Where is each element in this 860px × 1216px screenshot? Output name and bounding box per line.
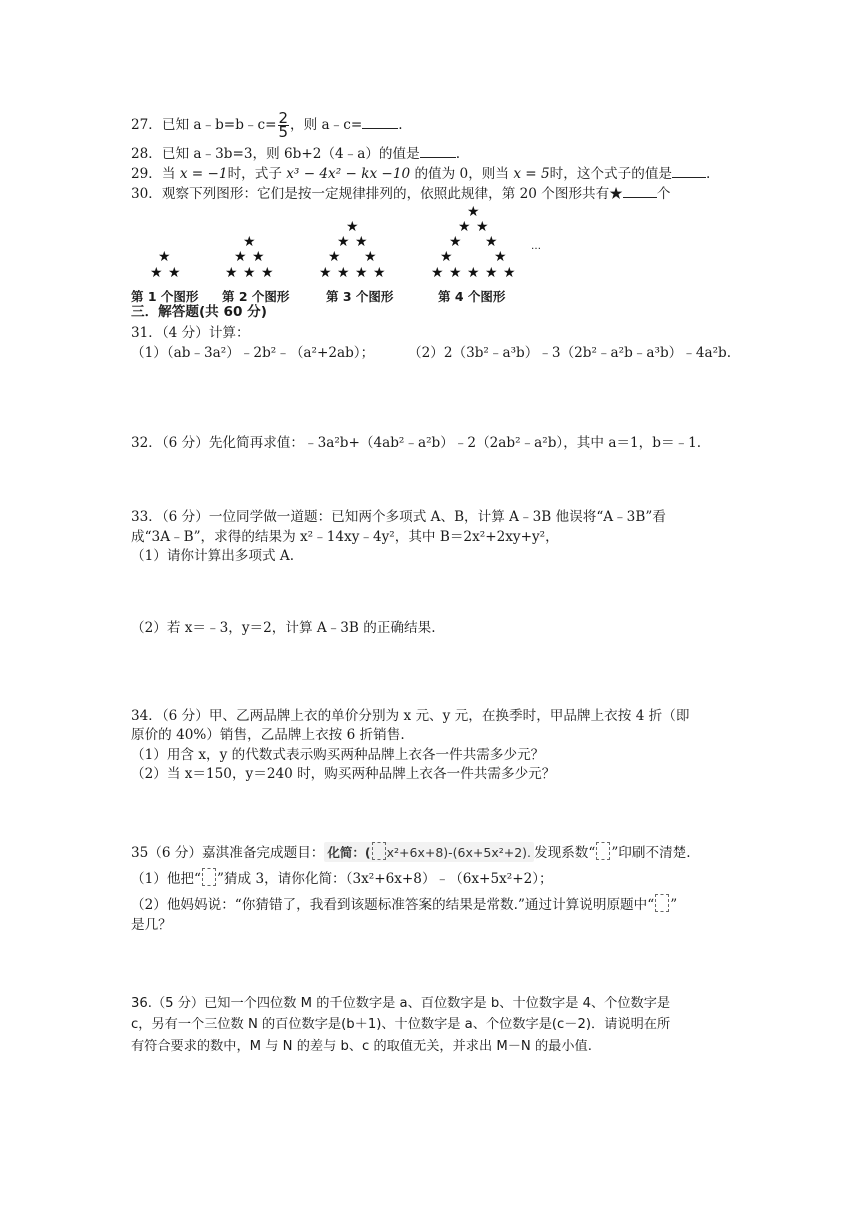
section-heading: 三．解答题(共 60 分) [131, 304, 267, 320]
q29-expression: x³ − 4x² − kx −10 [286, 166, 411, 182]
star-icon: ★ [494, 249, 507, 265]
question-29 [131, 165, 710, 183]
ellipsis: … [531, 241, 541, 252]
star-icon: ★ [364, 249, 377, 265]
q30-end: 个 [656, 186, 671, 202]
q35-part-1 [131, 868, 553, 888]
question-30 [131, 185, 670, 203]
q27-prefix: 27．已知 a﹣b=b﹣c= [131, 117, 277, 133]
star-icon: ★ [485, 234, 498, 250]
star-icon: ★ [449, 234, 462, 250]
star-icon: ★ [252, 249, 265, 265]
star-icon: ★ [243, 234, 256, 250]
q35-prefix: 35（6 分）嘉淇准备完成题目： [131, 845, 325, 861]
problem-expression: x²+6x+8)-(6x+5x²+2). [386, 845, 532, 860]
answer-blank [672, 165, 706, 178]
q29-suffix: 时，这个式子的值是 [549, 166, 673, 182]
q35-line-1 [131, 842, 691, 862]
blurred-coefficient-box [372, 842, 386, 860]
fraction-numerator: 2 [278, 109, 289, 127]
star-icon: ★ [225, 265, 238, 281]
q35-p1-prefix: （1）他把“ [131, 871, 201, 887]
blurred-coefficient-box [655, 894, 669, 912]
star-icon: ★ [440, 249, 453, 265]
q27-suffix: ，则 a﹣c= [290, 117, 363, 133]
q29-prefix: 29．当 [131, 166, 180, 182]
star-icon: ★ [234, 249, 247, 265]
star-icon: ★ [319, 265, 332, 281]
fraction [278, 109, 290, 141]
q35-part-2 [131, 894, 677, 914]
q34-line-2: 原价的 40%）销售，乙品牌上衣按 6 折销售. [131, 727, 405, 743]
star-icon: ★ [503, 265, 516, 281]
q27-end: . [398, 117, 403, 133]
star-icon: ★ [168, 265, 181, 281]
star-icon: ★ [346, 219, 359, 235]
star-icon: ★ [476, 219, 489, 235]
q35-text-2: ”印刷不清楚. [611, 845, 691, 861]
star-icon: ★ [355, 265, 368, 281]
q34-line-1: 34．（6 分）甲、乙两品牌上衣的单价分别为 x 元、y 元，在换季时，甲品牌上衣按 4 折（即 [131, 708, 690, 724]
answer-blank [362, 116, 398, 129]
q36-line-2: c，另有一个三位数 N 的百位数字是(b＋1)、十位数字是 a、个位数字是(c－2)．请说明在所 [131, 1017, 671, 1032]
star-icon: ★ [355, 234, 368, 250]
q36-line-1: 36.（5 分）已知一个四位数 M 的千位数字是 a、百位数字是 b、十位数字是 4、个位数字是 [131, 996, 671, 1011]
q33-line-2: 成“3A﹣B”，求得的结果为 x²﹣14xy﹣4y²，其中 B＝2x²+2xy+y²， [131, 529, 559, 545]
q33-part-2: （2）若 x＝﹣3，y＝2，计算 A﹣3B 的正确结果. [131, 620, 436, 636]
problem-label: 化简：( [327, 845, 371, 860]
q31-part-2: （2）2（3b²﹣a³b）﹣3（2b²﹣a²b﹣a³b）﹣4a²b. [408, 345, 732, 361]
q33-part-1: （1）请你计算出多项式 A. [131, 548, 295, 564]
q35-p2-prefix: （2）他妈妈说：“你猜错了，我看到该题标准答案的结果是常数.”通过计算说明原题中“ [131, 897, 655, 913]
q35-p2-suffix: ” [670, 897, 678, 913]
star-icon: ★ [243, 265, 256, 281]
answer-blank [420, 145, 456, 158]
q29-mid-1: 时，式子 [227, 166, 287, 182]
figure-caption-1: 第 1 个图形 [131, 289, 199, 304]
star-icon: ★ [449, 265, 462, 281]
star-icon: ★ [485, 265, 498, 281]
q35-text-1: 发现系数“ [534, 845, 596, 861]
q29-mid-2: 的值为 0，则当 [410, 166, 514, 182]
q28-end: . [455, 146, 461, 162]
q34-part-1: （1）用含 x，y 的代数式表示购买两种品牌上衣各一件共需多少元？ [131, 747, 545, 763]
figure-caption-2: 第 2 个图形 [222, 289, 290, 304]
q28-text: 28．已知 a﹣3b=3，则 6b+2（4﹣a）的值是 [131, 146, 420, 162]
star-icon: ★ [467, 204, 480, 220]
question-27 [131, 109, 403, 141]
question-32: 32．（6 分）先化简再求值：﹣3a²b+（4ab²﹣a²b）﹣2（2ab²﹣a²b），其中 a＝1，b＝﹣1. [131, 435, 702, 451]
q29-x-value-1: x = −1 [179, 166, 228, 182]
q33-line-1: 33．（6 分）一位同学做一道题：已知两个多项式 A、B，计算 A﹣3B 他误将“A﹣3B”看 [131, 509, 666, 525]
figure-caption-3: 第 3 个图形 [326, 289, 394, 304]
blurred-coefficient-box [202, 868, 216, 886]
star-icon: ★ [328, 249, 341, 265]
q35-p1-suffix: ”猜成 3，请你化简：（3x²+6x+8）﹣（6x+5x²+2）； [216, 871, 553, 887]
q29-x-value-2: x = 5 [513, 166, 550, 182]
blurred-coefficient-box [596, 842, 610, 860]
star-icon: ★ [458, 219, 471, 235]
question-28 [131, 145, 460, 163]
star-icon: ★ [261, 265, 274, 281]
star-icon: ★ [158, 249, 171, 265]
star-icon: ★ [431, 265, 444, 281]
q35-part-2-end: 是几？ [131, 917, 172, 933]
problem-image [324, 842, 534, 862]
star-icon: ★ [150, 265, 163, 281]
star-icon: ★ [337, 265, 350, 281]
q31-head: 31．（4 分）计算： [131, 325, 250, 341]
q29-end: . [706, 166, 711, 182]
figure-caption-4: 第 4 个图形 [438, 289, 506, 304]
star-icon: ★ [467, 265, 480, 281]
star-icon: ★ [337, 234, 350, 250]
fraction-denominator: 5 [278, 123, 289, 141]
q36-line-3: 有符合要求的数中，M 与 N 的差与 b、c 的取值无关，并求出 M－N 的最小值. [131, 1039, 592, 1054]
q30-text: 30．观察下列图形：它们是按一定规律排列的，依照此规律，第 20 个图形共有★ [131, 186, 623, 202]
q34-part-2: （2）当 x＝150，y＝240 时，购买两种品牌上衣各一件共需多少元？ [131, 766, 556, 782]
star-icon: ★ [373, 265, 386, 281]
q31-part-1: （1）（ab﹣3a²）﹣2b²﹣（a²+2ab）； [131, 345, 375, 361]
answer-blank [623, 185, 657, 198]
